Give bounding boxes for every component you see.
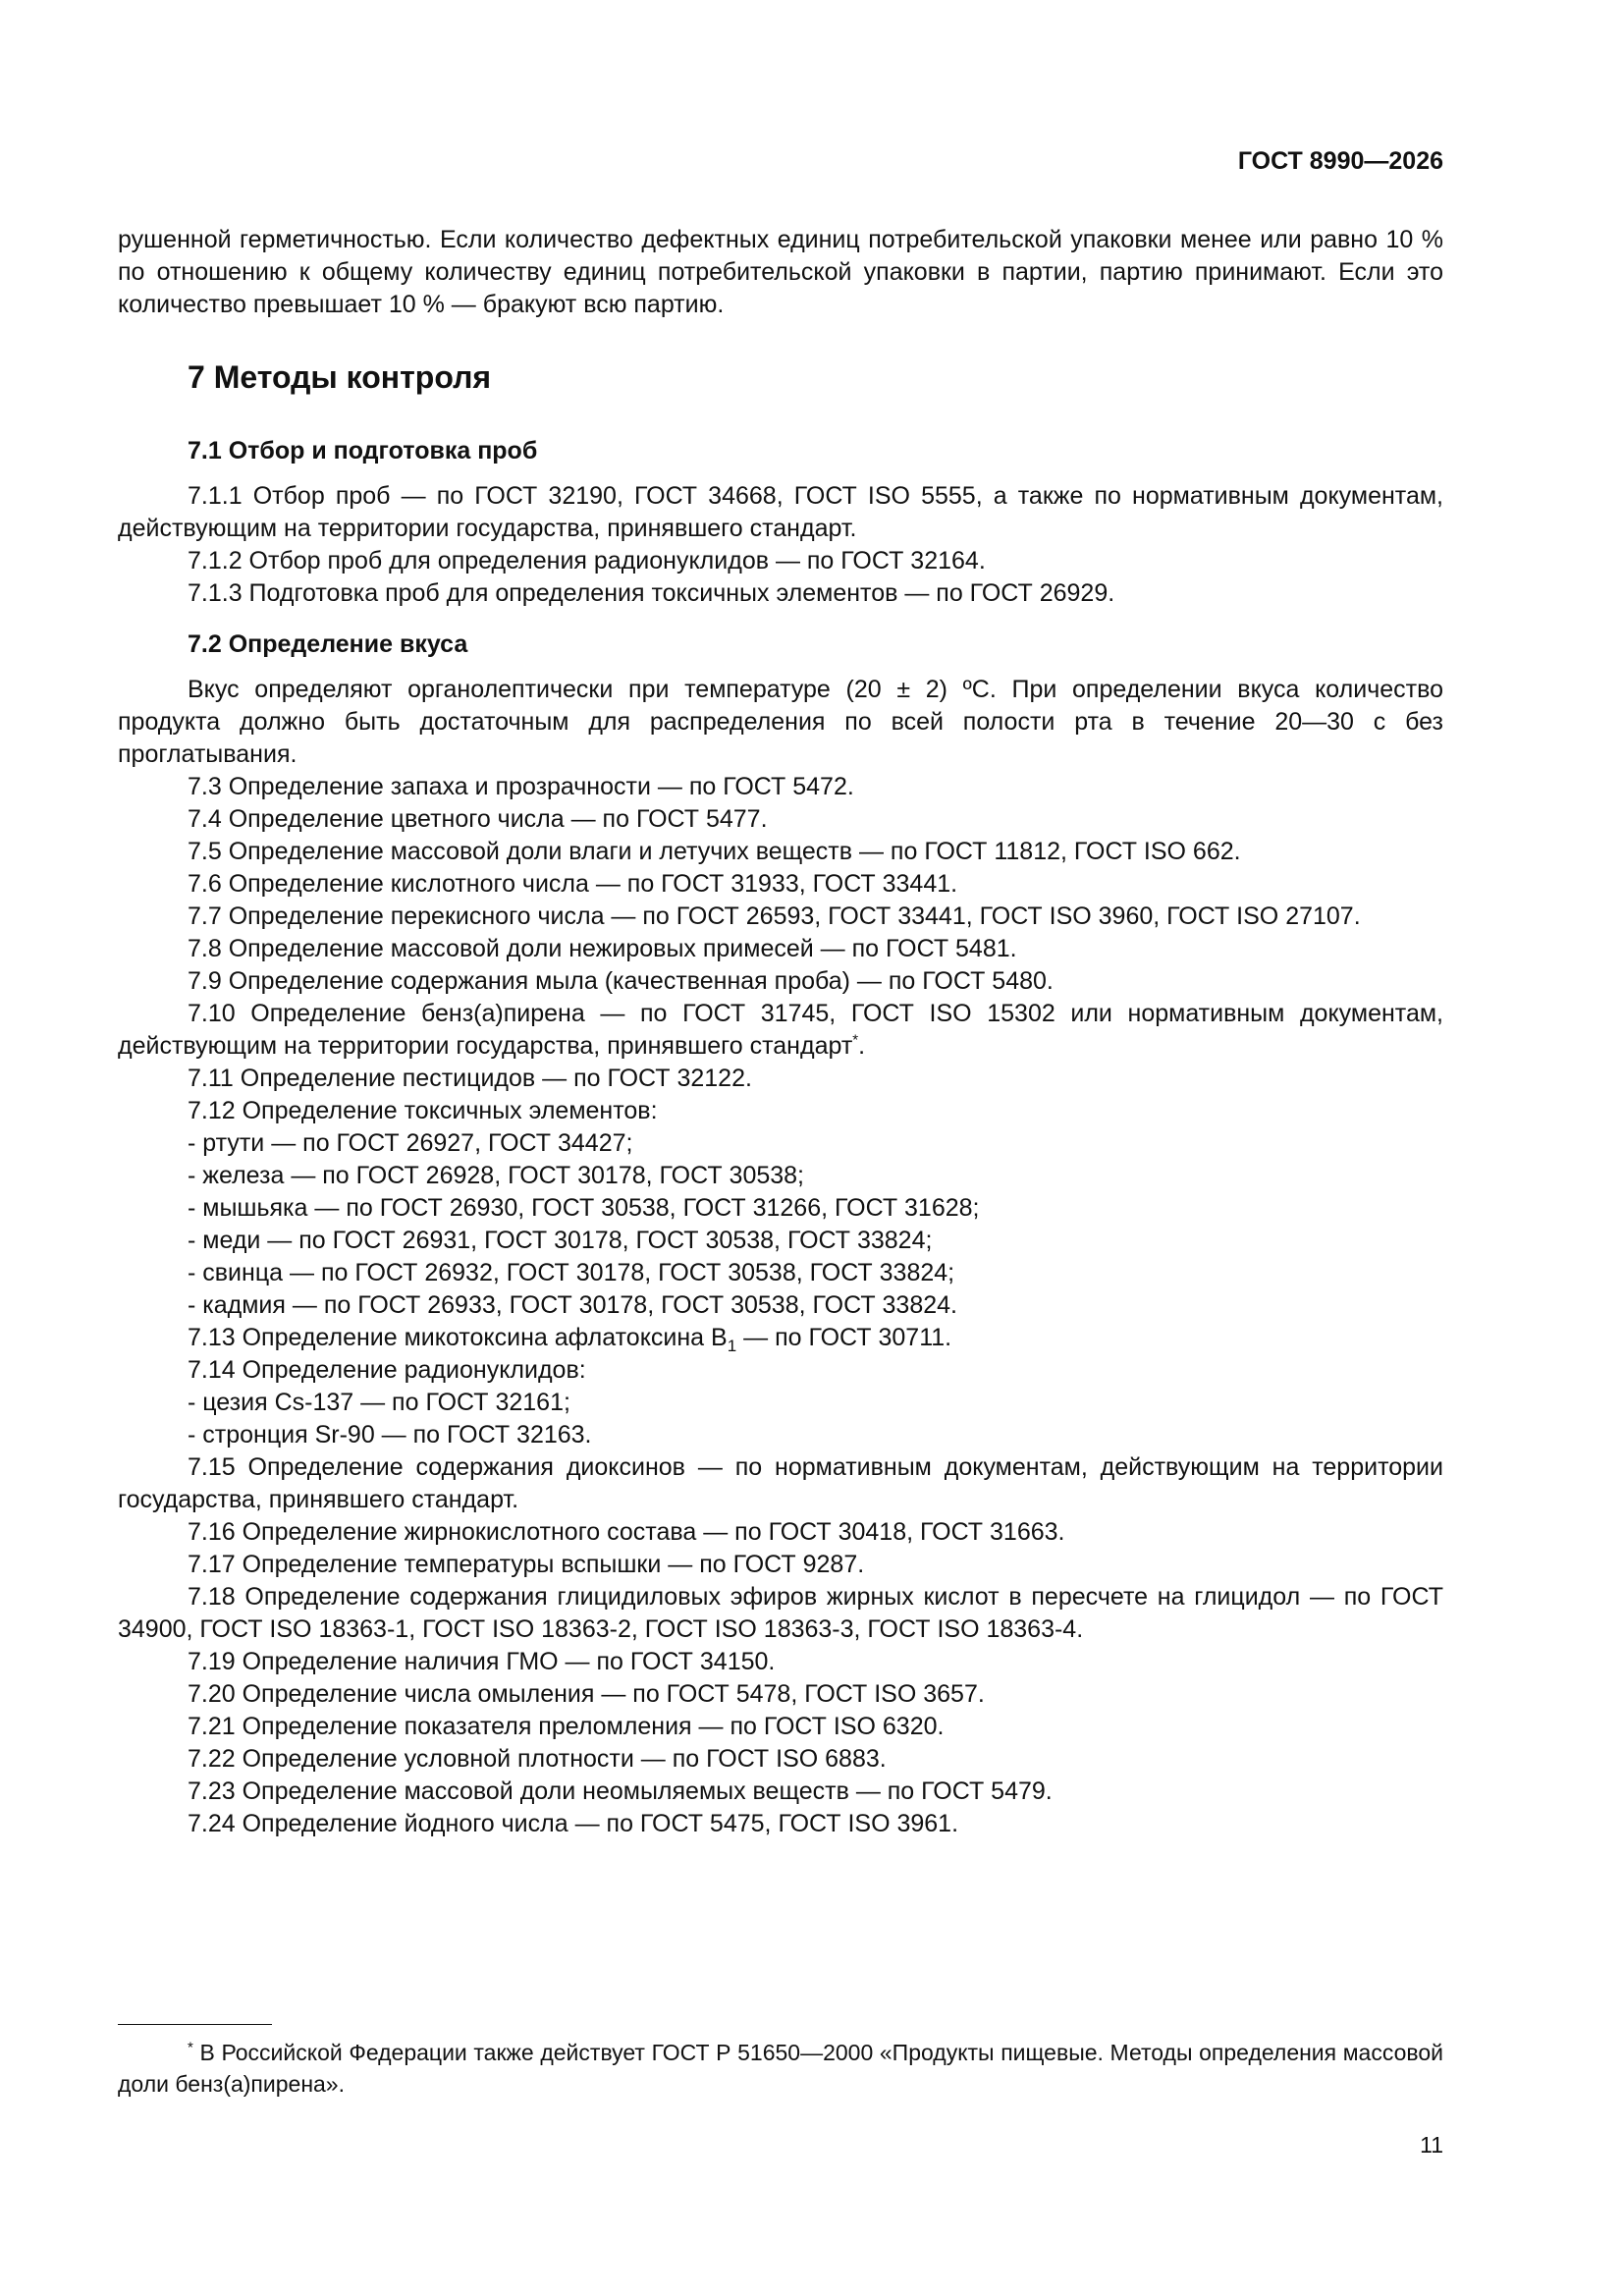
paragraph-7-2: Вкус определяют органолептически при температуре (20 ± 2) ºС. При определении вкуса количество продукта должно быть достаточным для распределения по всей полости рта в течение 20—30 с без проглатывания. bbox=[118, 676, 1443, 768]
list-item-cadmium: - кадмия — по ГОСТ 26933, ГОСТ 30178, ГОСТ 30538, ГОСТ 33824. bbox=[188, 1291, 957, 1319]
list-item-cesium: - цезия Cs-137 — по ГОСТ 32161; bbox=[188, 1389, 570, 1416]
paragraph-7-15: 7.15 Определение содержания диоксинов — по нормативным документам, действующим на территории государства, принявшего стандарт. bbox=[118, 1453, 1443, 1513]
paragraph-7-13-text: 7.13 Определение микотоксина афлатоксина В bbox=[188, 1324, 728, 1351]
page-body bbox=[118, 224, 1443, 1840]
section-7-2-heading: 7.2 Определение вкуса bbox=[188, 630, 468, 658]
list-item-lead: - свинца — по ГОСТ 26932, ГОСТ 30178, ГОСТ 30538, ГОСТ 33824; bbox=[188, 1259, 955, 1286]
paragraph-7-23: 7.23 Определение массовой доли неомыляемых веществ — по ГОСТ 5479. bbox=[188, 1777, 1053, 1805]
paragraph-7-1-3: 7.1.3 Подготовка проб для определения токсичных элементов — по ГОСТ 26929. bbox=[188, 579, 1115, 607]
page-number: 11 bbox=[1420, 2132, 1443, 2158]
paragraph-7-24: 7.24 Определение йодного числа — по ГОСТ 5475, ГОСТ ISO 3961. bbox=[188, 1810, 959, 1837]
paragraph-7-11: 7.11 Определение пестицидов — по ГОСТ 32122. bbox=[188, 1065, 752, 1092]
footnote-mark: * bbox=[188, 2039, 193, 2056]
footnote-text: В Российской Федерации также действует ГОСТ Р 51650—2000 «Продукты пищевые. Методы определения массовой доли бенз(а)пирена». bbox=[118, 2040, 1443, 2097]
paragraph-7-16: 7.16 Определение жирнокислотного состава — по ГОСТ 30418, ГОСТ 31663. bbox=[188, 1518, 1065, 1546]
paragraph-7-21: 7.21 Определение показателя преломления — по ГОСТ ISO 6320. bbox=[188, 1713, 945, 1740]
list-item-mercury: - ртути — по ГОСТ 26927, ГОСТ 34427; bbox=[188, 1129, 633, 1157]
list-item-iron: - железа — по ГОСТ 26928, ГОСТ 30178, ГОСТ 30538; bbox=[188, 1162, 805, 1189]
footnote bbox=[118, 2037, 1443, 2100]
paragraph-7-4: 7.4 Определение цветного числа — по ГОСТ 5477. bbox=[188, 805, 768, 833]
paragraph-7-7: 7.7 Определение перекисного числа — по ГОСТ 26593, ГОСТ 33441, ГОСТ ISO 3960, ГОСТ ISO 27107. bbox=[188, 902, 1361, 930]
paragraph-7-1-2: 7.1.2 Отбор проб для определения радионуклидов — по ГОСТ 32164. bbox=[188, 547, 986, 574]
paragraph-7-8: 7.8 Определение массовой доли нежировых примесей — по ГОСТ 5481. bbox=[188, 935, 1017, 962]
paragraph-7-17: 7.17 Определение температуры вспышки — по ГОСТ 9287. bbox=[188, 1551, 865, 1578]
paragraph-7-9: 7.9 Определение содержания мыла (качественная проба) — по ГОСТ 5480. bbox=[188, 967, 1054, 995]
paragraph-7-13 bbox=[118, 1322, 1443, 1354]
footnote-reference-mark: * bbox=[852, 1031, 859, 1049]
paragraph-7-5: 7.5 Определение массовой доли влаги и летучих веществ — по ГОСТ 11812, ГОСТ ISO 662. bbox=[188, 838, 1241, 865]
paragraph-7-10 bbox=[118, 998, 1443, 1063]
footnote-separator bbox=[118, 2024, 272, 2025]
list-item-strontium: - стронция Sr-90 — по ГОСТ 32163. bbox=[188, 1421, 592, 1449]
list-item-copper: - меди — по ГОСТ 26931, ГОСТ 30178, ГОСТ 30538, ГОСТ 33824; bbox=[188, 1227, 933, 1254]
document-header-id: ГОСТ 8990—2026 bbox=[1237, 147, 1443, 175]
subscript-1: 1 bbox=[727, 1337, 737, 1355]
paragraph-7-13-end: — по ГОСТ 30711. bbox=[736, 1324, 952, 1351]
list-item-arsenic: - мышьяка — по ГОСТ 26930, ГОСТ 30538, ГОСТ 31266, ГОСТ 31628; bbox=[188, 1194, 980, 1222]
paragraph-7-20: 7.20 Определение числа омыления — по ГОСТ 5478, ГОСТ ISO 3657. bbox=[188, 1680, 985, 1708]
section-7-heading: 7 Методы контроля bbox=[188, 359, 492, 395]
paragraph-7-10-text: 7.10 Определение бенз(а)пирена — по ГОСТ 31745, ГОСТ ISO 15302 или нормативным документам, действующим на территории государства, принявшего стандарт bbox=[118, 1000, 1443, 1060]
paragraph-7-6: 7.6 Определение кислотного числа — по ГОСТ 31933, ГОСТ 33441. bbox=[188, 870, 958, 898]
paragraph-7-14: 7.14 Определение радионуклидов: bbox=[188, 1356, 586, 1384]
paragraph-7-18: 7.18 Определение содержания глицидиловых эфиров жирных кислот в пересчете на глицидол — по ГОСТ 34900, ГОСТ ISO 18363-1, ГОСТ ISO 18363-2, ГОСТ ISO 18363-3, ГОСТ ISO 18363-4. bbox=[118, 1583, 1443, 1643]
paragraph-7-3: 7.3 Определение запаха и прозрачности — по ГОСТ 5472. bbox=[188, 773, 854, 800]
paragraph-7-19: 7.19 Определение наличия ГМО — по ГОСТ 34150. bbox=[188, 1648, 776, 1675]
paragraph-7-1-1: 7.1.1 Отбор проб — по ГОСТ 32190, ГОСТ 34668, ГОСТ ISO 5555, а также по нормативным документам, действующим на территории государства, принявшего стандарт. bbox=[118, 482, 1443, 542]
paragraph-7-12: 7.12 Определение токсичных элементов: bbox=[188, 1097, 658, 1124]
paragraph-7-10-end: . bbox=[858, 1032, 866, 1060]
section-7-1-heading: 7.1 Отбор и подготовка проб bbox=[188, 437, 538, 465]
intro-paragraph: рушенной герметичностью. Если количество дефектных единиц потребительской упаковки менее или равно 10 % по отношению к общему количеству единиц потребительской упаковки в партии, партию принимают. Если это количество превышает 10 % — бракуют всю партию. bbox=[118, 226, 1443, 318]
paragraph-7-22: 7.22 Определение условной плотности — по ГОСТ ISO 6883. bbox=[188, 1745, 887, 1773]
